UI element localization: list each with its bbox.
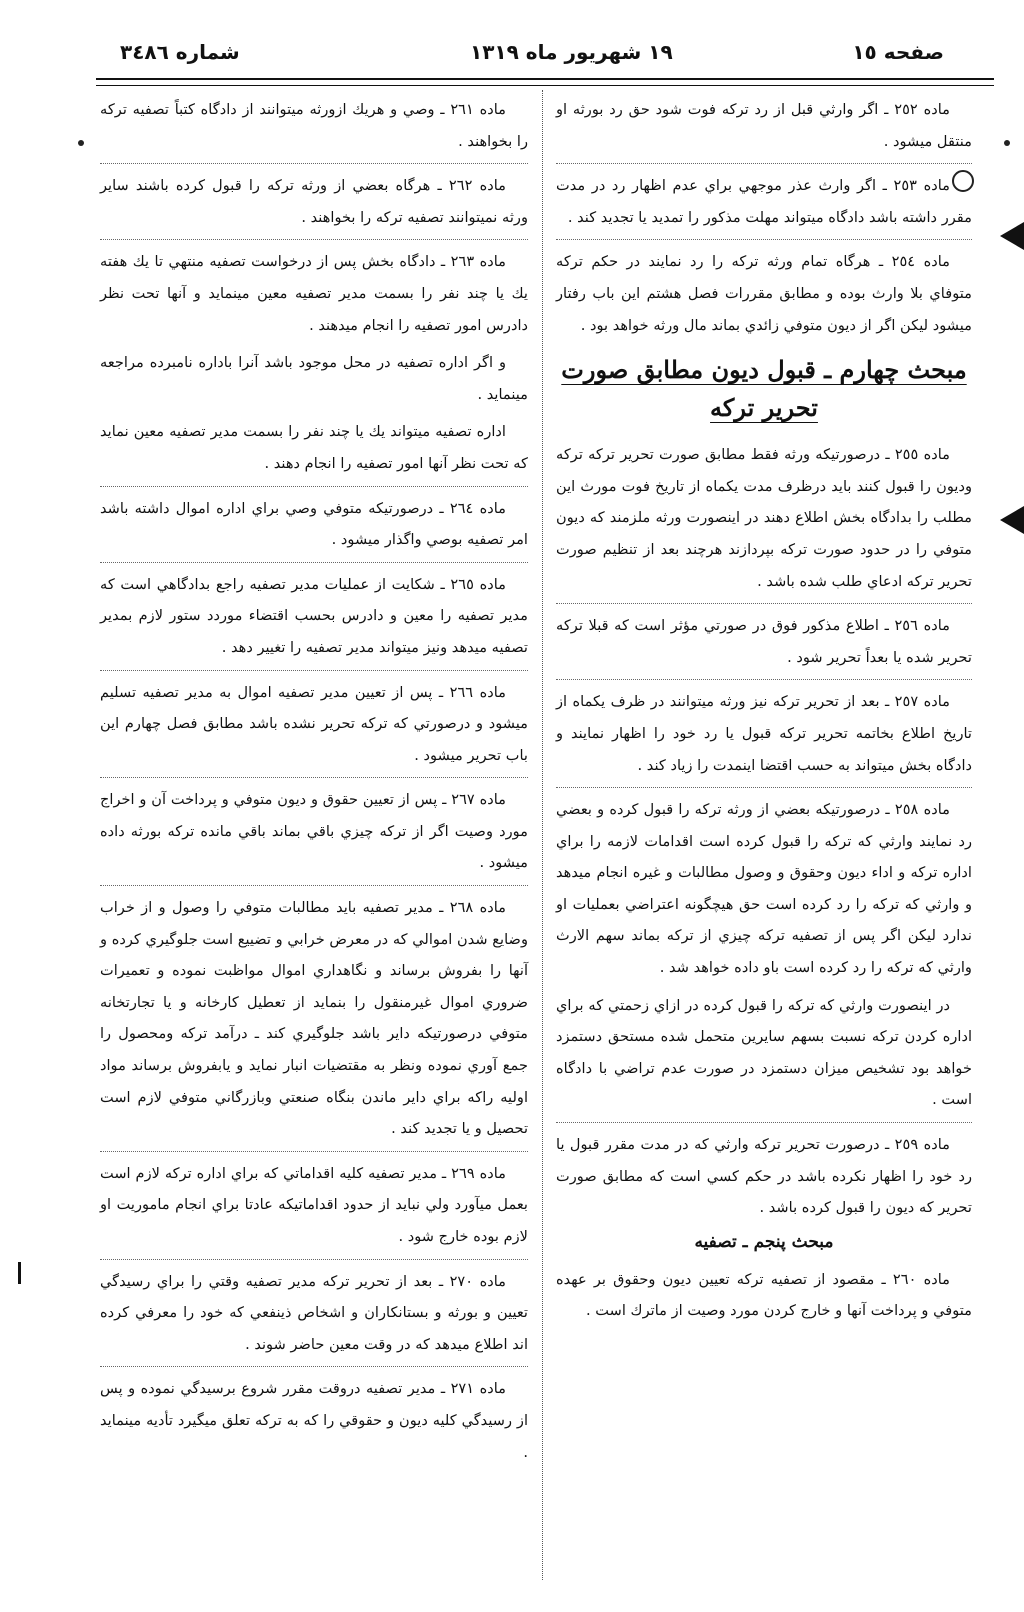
article-266: ماده ٢٦٦ ـ پس از تعيين مدير تصفيه اموال به مدير تصفيه تسليم ميشود و درصورتي كه تركه تحرير نشده باشد مطابق فصل چهارم اين باب تحرير ميشود .: [100, 683, 528, 764]
article-separator: [100, 163, 528, 164]
left-column: [100, 94, 528, 1474]
article-253: ماده ٢٥٣ ـ اگر وارث عذر موجهي براي عدم اظهار رد در مدت مقرر داشته باشد دادگاه ميتواند مهلت مذكور را تمديد يا تجديد كند .: [556, 177, 972, 226]
article-separator: [100, 1259, 528, 1260]
header-rule: [96, 78, 994, 80]
article-270: ماده ٢٧٠ ـ بعد از تحرير تركه مدير تصفيه وقتي را براي رسيدگي تعيين و بورثه و بستانكاران و اشخاص ذينفعي كه خود را معرفي كرده اند اطلاع ميدهد كه در وقت معين حاضر شوند .: [100, 1272, 528, 1353]
article-258: ماده ٢٥٨ ـ درصورتيكه بعضي از ورثه تركه را قبول كرده و بعضي رد نمايند وارثي كه تركه را قبول كرده است اقدامات لازمه را براي اداره تركه و اداء ديون وحقوق و وصول مطالبات و غيره انجام ميدهد و وارثي كه تركه را رد كرده است حق هيچگونه اعتراضي بعمليات او ندارد ليكن اگر پس از تصفيه تركه چيزي از تركه بماند سهم الارث وارثي كه تركه را رد كرده است باو داده خواهد شد .: [556, 801, 972, 977]
article-255: ماده ٢٥٥ ـ درصورتيكه ورثه فقط مطابق صورت تحرير تركه تركه وديون را قبول كنند بايد درظرف مدت يكماه از تاريخ فوت مورث اين مطلب را بدادگاه بخش اطلاع دهند در اينصورت ورثه ملزمند كه ديون متوفي را در حدود صورت تركه بپردازند هرچند بعد از تنظيم صورت تحرير تركه ادعاي طلب شده باشد .: [556, 446, 972, 590]
article-separator: [100, 1151, 528, 1152]
article-separator: [100, 777, 528, 778]
article-261: ماده ٢٦١ ـ وصي و هريك ازورثه ميتوانند از دادگاه كتباً تصفيه تركه را بخواهند .: [100, 101, 528, 150]
article-separator: [100, 885, 528, 886]
margin-dot-icon: [1004, 140, 1010, 146]
section-heading-4: مبحث چهارم ـ قبول ديون مطابق صورت تحرير تركه: [561, 355, 967, 423]
article-separator: [556, 787, 972, 788]
article-separator: [100, 670, 528, 671]
article-separator: [100, 1366, 528, 1367]
column-divider: [542, 90, 543, 1580]
issue-number: شماره ٣٤٨٦: [120, 40, 240, 64]
article-259: ماده ٢٥٩ ـ درصورت تحرير تركه وارثي كه در مدت مقرر قبول يا رد خود را اظهار نكرده باشد در حكم كسي است كه مطابق صورت تحرير كه ديون را قبول كرده باشد .: [556, 1136, 972, 1217]
page-number: صفحه ١٥: [852, 40, 944, 64]
article-254: ماده ٢٥٤ ـ هرگاه تمام ورثه تركه را رد نمايند در حكم تركه متوفاي بلا وارث بوده و مطابق مقررات فصل هشتم اين باب رفتار ميشود ليكن اگر از ديون متوفي زائدي بماند مال ورثه خواهد بود .: [556, 253, 972, 334]
header-rule-thin: [96, 85, 994, 86]
article-252: ماده ٢٥٢ ـ اگر وارثي قبل از رد تركه فوت شود حق رد بورثه او منتقل ميشود .: [556, 101, 972, 150]
seal-circle-icon: [952, 170, 974, 192]
article-256: ماده ٢٥٦ ـ اطلاع مذكور فوق در صورتي مؤثر است كه قبلا تركه تحرير شده يا بعداً تحرير شود .: [556, 617, 972, 666]
article-separator: [100, 239, 528, 240]
issue-date: ١٩ شهريور ماه ١٣١٩: [470, 40, 673, 64]
article-separator: [556, 239, 972, 240]
article-263-clause-3: اداره تصفيه ميتواند يك يا چند نفر را بسمت مدير تصفيه معين نمايد كه تحت نظر آنها امور تصفيه را انجام دهند .: [100, 423, 528, 472]
article-265: ماده ٢٦٥ ـ شكايت از عمليات مدير تصفيه راجع بدادگاهي است كه مدير تصفيه را معين و دادرس بحسب اقتضاء موردد ستور لازم بمدير تصفيه ميدهد ونيز ميتواند مدير تصفيه را تغيير دهد .: [100, 575, 528, 656]
article-separator: [556, 1122, 972, 1123]
article-separator: [100, 486, 528, 487]
article-separator: [556, 679, 972, 680]
article-257: ماده ٢٥٧ ـ بعد از تحرير تركه نيز ورثه ميتوانند در ظرف يكماه از تاريخ اطلاع بخاتمه تحرير تركه قبول يا رد خود را اظهار نمايند و دادگاه بخش ميتواند به حسب اقتضا اينمدت را زياد كند .: [556, 693, 972, 774]
right-column: [556, 94, 972, 1333]
article-258-continued: در اينصورت وارثي كه تركه را قبول كرده در ازاي زحمتي كه براي اداره كردن تركه نسبت بسهم سايرين متحمل شده مستحق دستمزد خواهد بود تشخيص ميزان دستمزد در صورت عدم تراضي با دادگاه است .: [556, 996, 972, 1109]
article-268: ماده ٢٦٨ ـ مدير تصفيه بايد مطالبات متوفي را وصول و از خراب وضايع شدن اموالي كه در معرض خرابي و تضييع است جلوگيري كرده و آنها را بفروش برساند و نگاهداري اموال مواظبت نموده و تعميرات ضروري اموال غيرمنقول را بنمايد از تعطيل كارخانه و يا تجارتخانه متوفي درصورتيكه داير باشد جلوگيري كند ـ درآمد تركه ومحصول را جمع آوري نموده ونظر به مقتضيات انبار نمايد و يابفروش برساند مواد اوليه راكه براي داير ماندن بنگاه صنعتي وبازرگاني متوفي لازم است تحصيل و يا تجديد كند .: [100, 899, 528, 1138]
article-263-clause-2: و اگر اداره تصفيه در محل موجود باشد آنرا باداره نامبرده مراجعه مينمايد .: [100, 354, 528, 403]
section-heading-5: مبحث پنجم ـ تصفيه: [694, 1231, 834, 1252]
article-267: ماده ٢٦٧ ـ پس از تعيين حقوق و ديون متوفي و پرداخت آن و اخراج مورد وصيت اگر از تركه چيزي باقي بماند باقي مانده تركه بورثه داده ميشود .: [100, 791, 528, 872]
article-271: ماده ٢٧١ ـ مدير تصفيه دروقت مقرر شروع برسيدگي نموده و پس از رسيدگي كليه ديون و حقوقي را كه به تركه تعلق ميگيرد تأديه مينمايد .: [100, 1380, 528, 1461]
article-263: ماده ٢٦٣ ـ دادگاه بخش پس از درخواست تصفيه منتهي تا يك هفته يك يا چند نفر را بسمت مدير تصفيه معين مينمايد و آنها تحت نظر دادرس امور تصفيه را انجام ميدهند .: [100, 253, 528, 334]
margin-triangle-icon: [1000, 506, 1024, 534]
article-264: ماده ٢٦٤ ـ درصورتيكه متوفي وصي براي اداره اموال داشته باشد امر تصفيه بوصي واگذار ميشود .: [100, 499, 528, 549]
article-separator: [100, 562, 528, 563]
article-269: ماده ٢٦٩ ـ مدير تصفيه كليه اقداماتي كه براي اداره تركه لازم است بعمل ميآورد ولي نبايد از حدود اقداماتيكه عادتا براي انجام ماموريت او لازم بوده خارج شود .: [100, 1164, 528, 1245]
article-260: ماده ٢٦٠ ـ مقصود از تصفيه تركه تعيين ديون وحقوق بر عهده متوفي و پرداخت آنها و خارج كردن مورد وصيت از ماترك است .: [556, 1270, 972, 1320]
margin-triangle-icon: [1000, 222, 1024, 250]
article-262: ماده ٢٦٢ ـ هرگاه بعضي از ورثه تركه را قبول كرده باشند ساير ورثه نميتوانند تصفيه تركه را بخواهند .: [100, 177, 528, 226]
article-separator: [556, 163, 972, 164]
margin-line-icon: [18, 1262, 21, 1284]
article-separator: [556, 603, 972, 604]
margin-dot-icon: [78, 140, 84, 146]
